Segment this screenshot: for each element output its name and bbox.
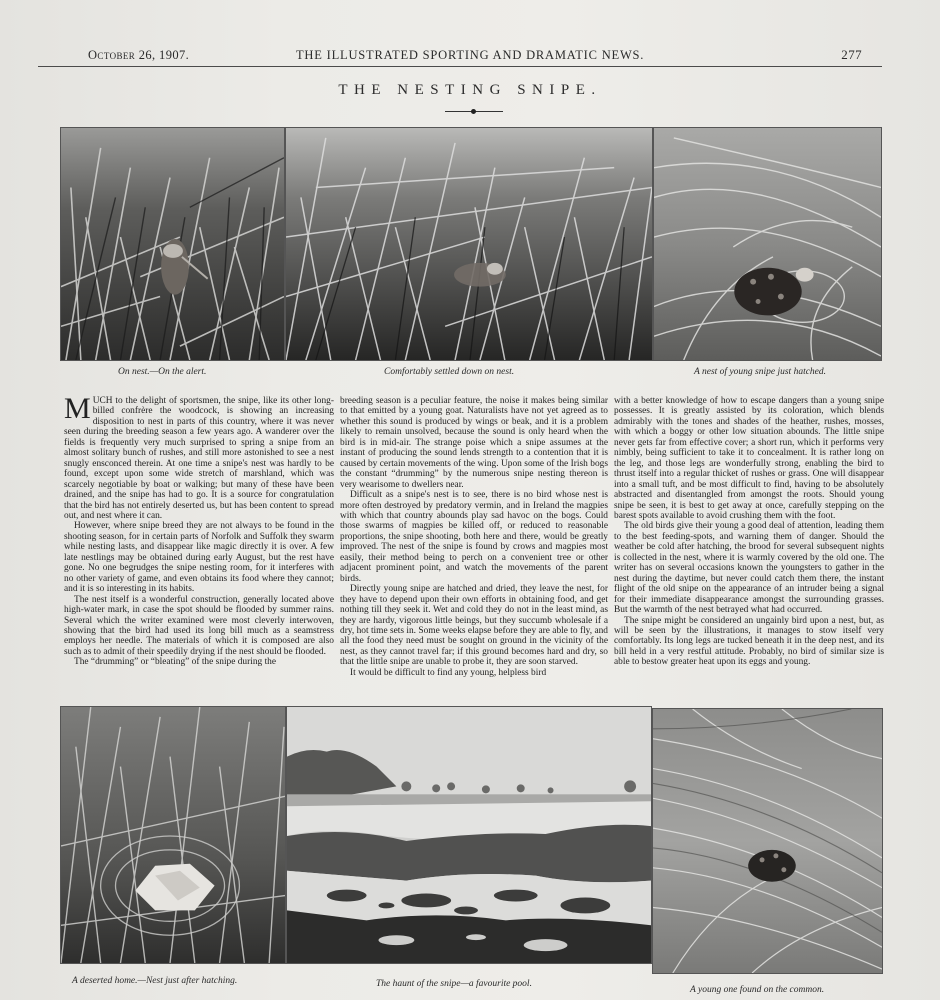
paragraph: It would be difficult to find any young, helpless bird (350, 667, 547, 678)
ornament-dot (471, 109, 476, 114)
issue-date: October 26, 1907. (88, 48, 190, 62)
grass-photo-image (286, 128, 652, 360)
paragraph: The snipe might be considered an ungainly bird upon a nest, but, as will be seen by the illustrations, it manages to stow itself very comfortably. Its long legs are tucked beneath it in the deep nest, and its bill held in a very restful attitude. Probably, no bird of similar size is able to bestow greater heat upon its eggs and young. (614, 615, 884, 668)
photo-marsh-pool (286, 706, 652, 964)
photo-young-snipe-hatched (653, 127, 882, 361)
grass-photo-image (653, 709, 882, 973)
photo-young-snipe-common (652, 708, 883, 974)
photo-snipe-on-alert (60, 127, 285, 361)
page-number: 277 (841, 47, 862, 62)
paragraph: with a better knowledge of how to escape dangers than a young snipe possesses. It is greatly assisted by its coloration, which blends admirably with the tones and shades of the heather, rushes, mosses, with which a boggy or other low situation abounds. The little snipe never gets far from effective cover; a short run, which it performs very nimbly, being sufficient to take it to concealment. It is rather long on the leg, and those legs are wonderfully strong, enabling the bird to thrust itself into a regular thicket of rushes or grass. One will disappear into a small tuft, and be most difficult to find, having to be absolutely abstracted and disentangled from amongst the roots. Should young snipe be seen, it is best to get away at once, carefully stepping on the barest spots available to avoid crushing them with the foot. (614, 396, 884, 521)
photo-caption: Comfortably settled down on nest. (384, 367, 515, 377)
landscape-photo-image (287, 707, 651, 963)
photo-caption: On nest.—On the alert. (118, 367, 207, 377)
paragraph: The nest itself is a wonderful construction, generally located above high-water mark, in case the spot should be flooded by summer rains. Several which the writer examined were most cleverly interwoven, showing that the bird had used its long bill much as a seamstress employs her needle. The materials of which it is composed are also such as to admit of their speedily drying if the nest should be flooded. (64, 594, 334, 657)
grass-photo-image (61, 128, 284, 360)
photo-caption: The haunt of the snipe—a favourite pool. (376, 979, 532, 989)
article-column-2 (340, 396, 608, 678)
masthead: THE ILLUSTRATED SPORTING AND DRAMATIC NEWS. (296, 48, 645, 62)
paragraph: Directly young snipe are hatched and dried, they leave the nest, for they have to depend upon their own efforts in obtaining food, and get nothing till they seek it. Wet and cold they do not in the least mind, as they are hardy, vigorous little beings, but they succumb wholesale if a dry, hot time sets in. Some weeks elapse before they are able to fly, and all the food they need must be sought on ground in the vicinity of the nest, as they cannot travel far; if this ground becomes hard and dry, so that the little snipe are unable to probe it, they are soon starved. (340, 584, 608, 668)
paragraph: The “drumming” or “bleating” of the snipe during the (74, 657, 277, 668)
article-column-1 (64, 392, 334, 668)
photo-caption: A nest of young snipe just hatched. (694, 367, 827, 377)
paragraph: breeding season is a peculiar feature, the noise it makes being similar to that emitted by a young goat. Naturalists have not yet agreed as to whether this sound is produced by wings or beak, and it is a problem likely to remain unsolved, because the sound is only heard when the bird is in mid-air. The strange poise which a snipe assumes at the instant of producing the sound lends strength to a contention that it is caused by certain movements of the wing. Upon some of the Irish bogs the constant “drumming” by the numerous snipe nesting thereon is very wearisome to dwellers near. (340, 396, 608, 490)
paragraph: Difficult as a snipe's nest is to see, there is no bird whose nest is more often destroyed by predatory vermin, and in Ireland the magpies with which that country abounds play sad havoc on the bogs. Could those swarms of magpies be killed off, or reduced to reasonable proportions, the snipe shooting, both here and there, would be greatly improved. The nest of the snipe is found by crows and magpies most easily, their method being to perch on a convenient tree or other adjacent prominent point, and watch the movements of the parent birds. (340, 490, 608, 584)
photo-caption: A young one found on the common. (690, 985, 825, 995)
running-head (60, 46, 880, 66)
photo-caption: A deserted home.—Nest just after hatching. (72, 976, 238, 986)
article-title: THE NESTING SNIPE. (338, 82, 602, 98)
nest-photo-image (654, 128, 881, 360)
article-column-3 (614, 396, 884, 668)
title-ornament (445, 109, 503, 114)
photo-deserted-nest (60, 706, 286, 964)
paragraph: The old birds give their young a good deal of attention, leading them to the best feeding-spots, and warning them of danger. Should the weather be cold after hatching, the brood for several subsequent nights is collected in the nest, where it is warmly covered by the old one. The writer has on several occasions known the youngsters to gather in the nest during the daytime, but never could catch them there, the instant flight of the old snipe on the appearance of an intruder being a signal for their immediate disappearance amongst the surrounding grasses. But the warmth of the nest betrayed what had occurred. (614, 521, 884, 616)
paragraph-text: UCH to the delight of sportsmen, the snipe, like its other long-billed confrère the woodcock, is showing an increasing disposition to nest in parts of this country, where it was never seen during the breeding season a few years ago. A wanderer over the fields is frequently very much surprised to spring a snipe from an almost solitary bunch of rushes, and still more astonished to see a nest snugly ensconced therein. At one time a snipe's nest was hardly to be found, except upon some wide stretch of marshland, which was scarcely negotiable by boat or walking; but many of these have been drained, and the snipe has had to go. It is a source for congratulation that the bird has not entirely deserted us, but has been content to spread out, and nest where it can. (64, 396, 334, 521)
paragraph: However, where snipe breed they are not always to be found in the shooting season, for in certain parts of Norfolk and Suffolk they swarm while nesting lasts, and disappear like magic directly it is over. A few late nestlings may be obtained during early August, but the rest have gone. No one begrudges the snipe nesting room, for it interferes with no other variety of game, and even obtains its food where they cannot; and it is so interesting in its habits. (64, 521, 334, 595)
paragraph (64, 392, 334, 521)
drop-cap: M (64, 392, 91, 425)
photo-snipe-settled (285, 127, 653, 361)
header-rule (38, 66, 882, 67)
nest-photo-image (61, 707, 285, 963)
